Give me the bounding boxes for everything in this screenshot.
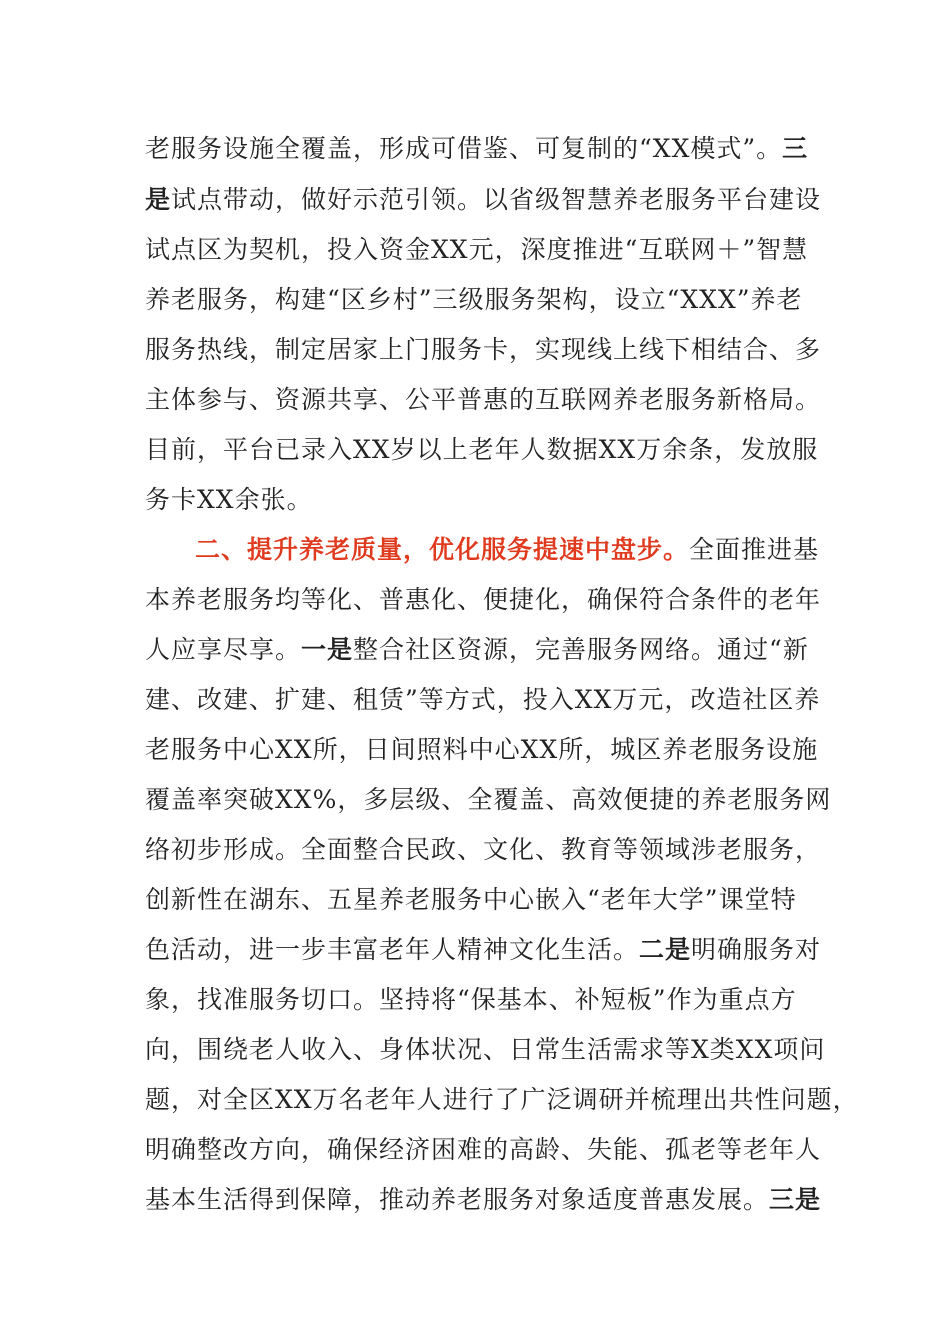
text-run: 人应享尽享。: [145, 635, 302, 664]
text-line: 务卡XX余张。: [145, 485, 313, 514]
text-line: 络初步形成。全面整合民政、文化、教育等领域涉老服务，: [145, 835, 822, 864]
text-run: 基本生活得到保障，推动养老服务对象适度普惠发展。: [145, 1185, 770, 1214]
bold-run: 三: [782, 134, 809, 163]
text-line: 建、改建、扩建、租赁”等方式，投入XX万元，改造社区养: [145, 685, 821, 714]
bold-run: 二是: [639, 935, 692, 964]
text-line: [195, 532, 819, 568]
text-line: 目前，平台已录入XX岁以上老年人数据XX万余条，发放服: [145, 435, 819, 464]
text-run: 整合社区资源，完善服务网络。通过“新: [353, 635, 809, 664]
text-line: [145, 632, 809, 668]
text-line: 向，围绕老人收入、身体状况、日常生活需求等X类XX项问: [145, 1035, 826, 1064]
text-line: [145, 1182, 821, 1218]
text-line: 老服务中心XX所，日间照料中心XX所，城区养老服务设施: [145, 735, 819, 764]
text-line: 象，找准服务切口。坚持将“保基本、补短板”作为重点方: [145, 985, 797, 1014]
text-line: 养老服务，构建“区乡村”三级服务架构，设立“XXX”养老: [145, 285, 803, 314]
text-line: 创新性在湖东、五星养老服务中心嵌入“老年大学”课堂特: [145, 885, 797, 914]
text-line: 覆盖率突破XX%，多层级、全覆盖、高效便捷的养老服务网: [145, 785, 832, 814]
bold-run: 三是: [769, 1185, 822, 1214]
text-run: 全面推进基: [689, 535, 820, 564]
bold-run: 是: [145, 185, 172, 214]
section-heading: 二、提升养老质量，优化服务提速中盘步。: [195, 535, 690, 564]
text-run: 明确服务对: [691, 935, 822, 964]
text-run: 老服务设施全覆盖，形成可借鉴、可复制的“XX模式”。: [145, 134, 783, 163]
text-run: 色活动，进一步丰富老年人精神文化生活。: [145, 935, 640, 964]
text-line: [145, 932, 821, 968]
text-line: [145, 131, 808, 167]
text-line: 试点区为契机，投入资金XX元，深度推进“互联网＋”智慧: [145, 235, 809, 264]
text-line: [145, 182, 821, 218]
text-line: 主体参与、资源共享、公平普惠的互联网养老服务新格局。: [145, 385, 822, 414]
text-run: 试点带动，做好示范引领。以省级智慧养老服务平台建设: [171, 185, 822, 214]
text-line: 服务热线，制定居家上门服务卡，实现线上线下相结合、多: [145, 335, 822, 364]
bold-run: 一是: [301, 635, 354, 664]
text-line: 题，对全区XX万名老年人进行了广泛调研并梳理出共性问题，: [145, 1085, 859, 1114]
text-line: 明确整改方向，确保经济困难的高龄、失能、孤老等老年人: [145, 1135, 822, 1164]
text-line: 本养老服务均等化、普惠化、便捷化，确保符合条件的老年: [145, 585, 822, 614]
